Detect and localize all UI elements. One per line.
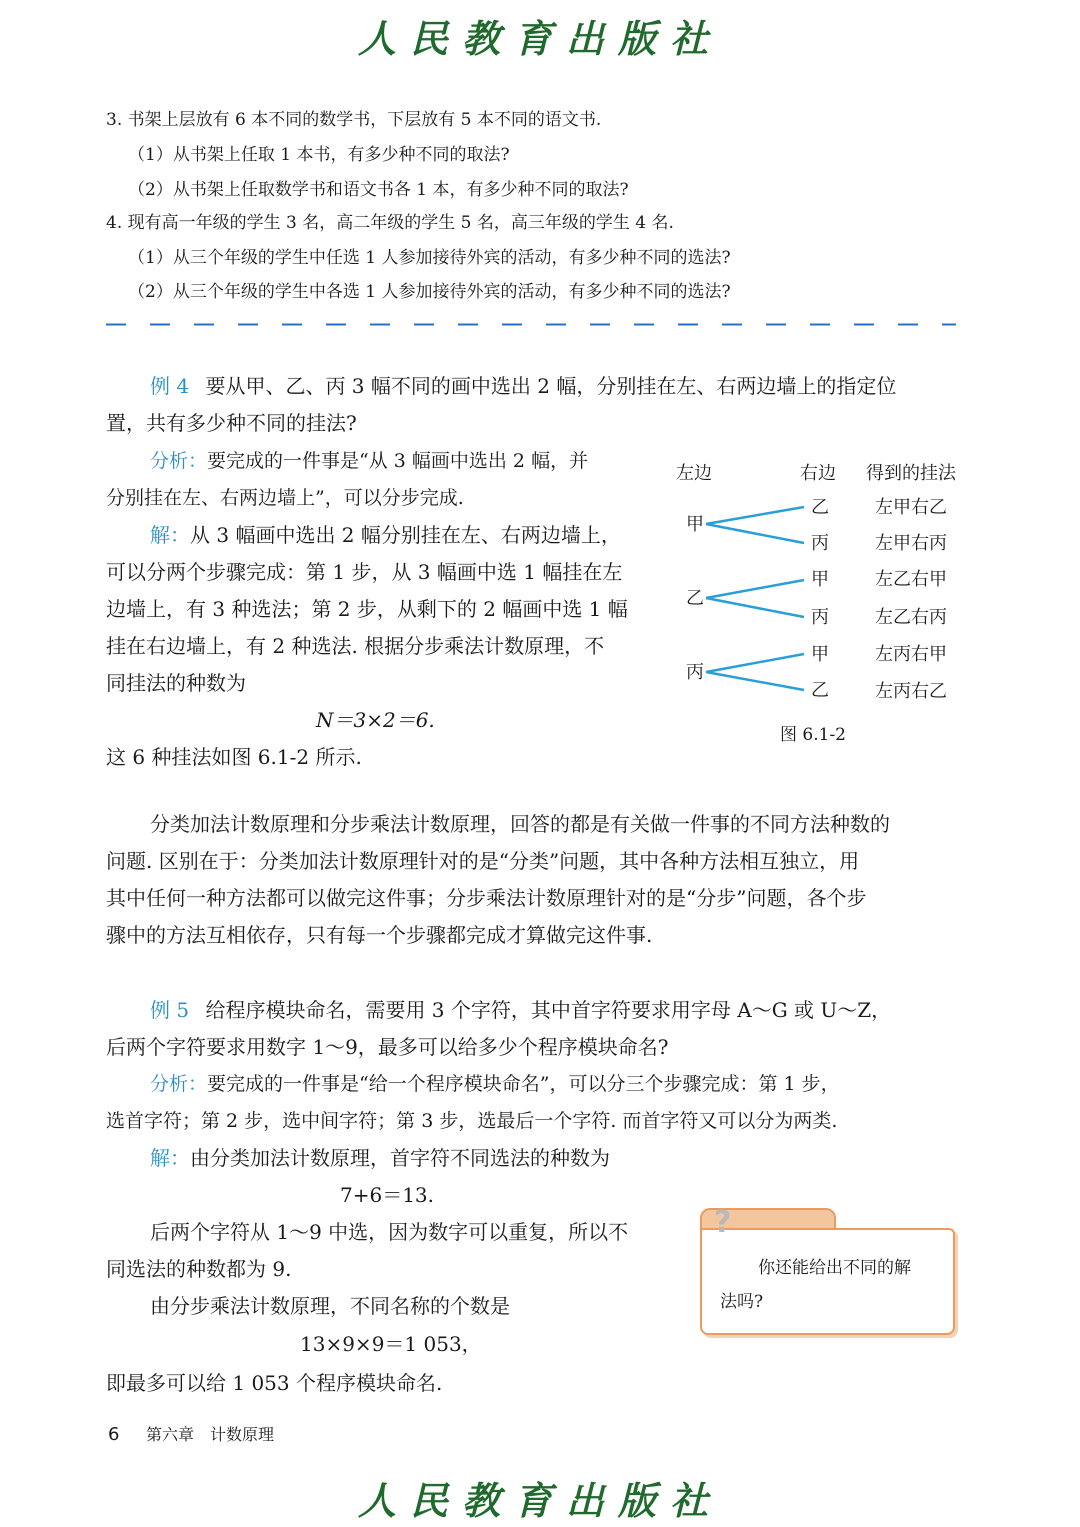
tree-right-node: 甲	[811, 644, 829, 665]
example-5-label: 例 5	[150, 998, 190, 1022]
tree-branch	[706, 654, 804, 672]
publisher-logo-footer: 人民教育出版社	[357, 1478, 722, 1523]
tree-right-node: 甲	[811, 569, 829, 590]
tree-header-result: 得到的挂法	[866, 463, 956, 484]
example-4-solution-line-3: 边墙上，有 3 种选法；第 2 步，从剩下的 2 幅画中选 1 幅	[106, 597, 628, 621]
example-5-prompt-line-2: 后两个字符要求用数字 1～9，最多可以给多少个程序模块命名?	[106, 1035, 669, 1059]
example-5-solution-line-3: 同选法的种数都为 9.	[106, 1257, 292, 1281]
example-4-analysis-label: 分析：	[150, 450, 208, 472]
tree-header-left: 左边	[676, 463, 712, 484]
example-4-text-1: 要从甲、乙、丙 3 幅不同的画中选出 2 幅，分别挂在左、右两边墙上的指定位	[205, 374, 897, 398]
example-5-solution-line-1	[150, 1145, 610, 1171]
example-4-conclusion: 这 6 种挂法如图 6.1-2 所示.	[106, 745, 362, 769]
tree-right-node: 丙	[811, 533, 829, 554]
publisher-logo: 人民教育出版社	[357, 16, 722, 61]
exercise-4: 4. 现有高一年级的学生 3 名，高二年级的学生 5 名，高三年级的学生 4 名.	[106, 213, 674, 233]
tree-right-node: 丙	[811, 607, 829, 628]
figure-caption: 图 6.1-2	[780, 725, 846, 745]
example-5-analysis-line-2: 选首字符；第 2 步，选中间字符；第 3 步，选最后一个字符. 而首字符又可以分为两类.	[106, 1110, 838, 1132]
tree-branch	[706, 672, 804, 690]
summary-line-2: 问题. 区别在于：分类加法计数原理针对的是“分类”问题，其中各种方法相互独立，用	[106, 849, 860, 873]
tree-header-right: 右边	[800, 463, 836, 484]
page-number: 6	[108, 1424, 120, 1445]
section-divider	[106, 323, 956, 326]
example-4-prompt-line-2: 置，共有多少种不同的挂法?	[106, 411, 357, 435]
example-4-formula: N＝3×2＝6.	[316, 708, 435, 732]
example-5-conclusion: 即最多可以给 1 053 个程序模块命名.	[106, 1371, 443, 1395]
tree-right-node: 乙	[811, 680, 829, 701]
exercise-3-part-2: （2）从书架上任取数学书和语文书各 1 本，有多少种不同的取法?	[128, 180, 629, 200]
example-4-analysis-line-1	[150, 448, 588, 474]
thinking-prompt-line-2: 法吗?	[720, 1292, 764, 1312]
tree-left-node: 乙	[686, 588, 704, 609]
tree-branch	[706, 598, 804, 617]
tree-result: 左乙右丙	[875, 607, 947, 628]
example-5-prompt-line-1	[150, 997, 891, 1023]
example-5-analysis-label: 分析：	[150, 1073, 208, 1095]
tree-result: 左乙右甲	[875, 569, 947, 590]
question-mark-icon: ?	[714, 1205, 732, 1240]
example-5-formula-1: 7+6＝13.	[340, 1183, 435, 1207]
tree-result: 左丙右乙	[875, 681, 947, 702]
example-5-solution-label: 解：	[150, 1146, 190, 1170]
example-4-label: 例 4	[150, 374, 190, 398]
example-5-text-1: 给程序模块命名，需要用 3 个字符，其中首字符要求用字母 A～G 或 U～Z，	[205, 998, 892, 1022]
exercise-3: 3. 书架上层放有 6 本不同的数学书，下层放有 5 本不同的语文书.	[106, 110, 602, 130]
tree-diagram	[670, 455, 960, 755]
example-4-solution-line-2: 可以分两个步骤完成：第 1 步，从 3 幅画中选 1 幅挂在左	[106, 560, 623, 584]
thinking-prompt-body	[700, 1228, 955, 1335]
example-5-solution-text-1: 由分类加法计数原理，首字符不同选法的种数为	[190, 1146, 610, 1170]
example-5-solution-line-2: 后两个字符从 1～9 中选，因为数字可以重复，所以不	[150, 1220, 629, 1244]
summary-line-4: 骤中的方法互相依存，只有每一个步骤都完成才算做完这件事.	[106, 923, 653, 947]
exercise-3-part-1: （1）从书架上任取 1 本书，有多少种不同的取法?	[128, 145, 510, 165]
example-5-analysis-line-1	[150, 1071, 840, 1097]
tree-branch	[706, 580, 804, 598]
chapter-title: 第六章 计数原理	[146, 1425, 275, 1444]
tree-result: 左甲右乙	[875, 497, 947, 518]
exercise-4-part-2: （2）从三个年级的学生中各选 1 人参加接待外宾的活动，有多少种不同的选法?	[128, 282, 731, 302]
tree-left-node: 丙	[686, 662, 704, 683]
summary-line-1: 分类加法计数原理和分步乘法计数原理，回答的都是有关做一件事的不同方法种数的	[150, 812, 890, 836]
example-4-solution-line-4: 挂在右边墙上，有 2 种选法. 根据分步乘法计数原理，不	[106, 634, 605, 658]
summary-line-3: 其中任何一种方法都可以做完这件事；分步乘法计数原理针对的是“分步”问题，各个步	[106, 886, 867, 910]
tree-right-node: 乙	[811, 497, 829, 518]
exercise-4-part-1: （1）从三个年级的学生中任选 1 人参加接待外宾的活动，有多少种不同的选法?	[128, 248, 731, 268]
example-5-analysis-text-1: 要完成的一件事是“给一个程序模块命名”，可以分三个步骤完成：第 1 步，	[207, 1073, 840, 1095]
tree-result: 左丙右甲	[875, 644, 947, 665]
example-5-formula-2: 13×9×9＝1 053，	[300, 1332, 482, 1356]
thinking-prompt-box	[700, 1205, 955, 1333]
example-4-solution-text-1: 从 3 幅画中选出 2 幅分别挂在左、右两边墙上，	[190, 523, 621, 547]
tree-left-node: 甲	[686, 514, 704, 535]
tree-branch	[706, 524, 804, 543]
example-4-solution-line-5: 同挂法的种数为	[106, 671, 246, 695]
thinking-prompt-line-1: 你还能给出不同的解	[758, 1258, 911, 1278]
example-4-solution-line-1	[150, 522, 621, 548]
example-4-analysis-text-1: 要完成的一件事是“从 3 幅画中选出 2 幅，并	[207, 450, 589, 472]
tree-branch	[706, 507, 804, 524]
example-4-prompt-line-1	[150, 373, 896, 399]
example-4-analysis-line-2: 分别挂在左、右两边墙上”，可以分步完成.	[106, 487, 464, 509]
tree-result: 左甲右丙	[875, 533, 947, 554]
example-5-solution-line-4: 由分步乘法计数原理，不同名称的个数是	[150, 1294, 510, 1318]
example-4-solution-label: 解：	[150, 523, 190, 547]
